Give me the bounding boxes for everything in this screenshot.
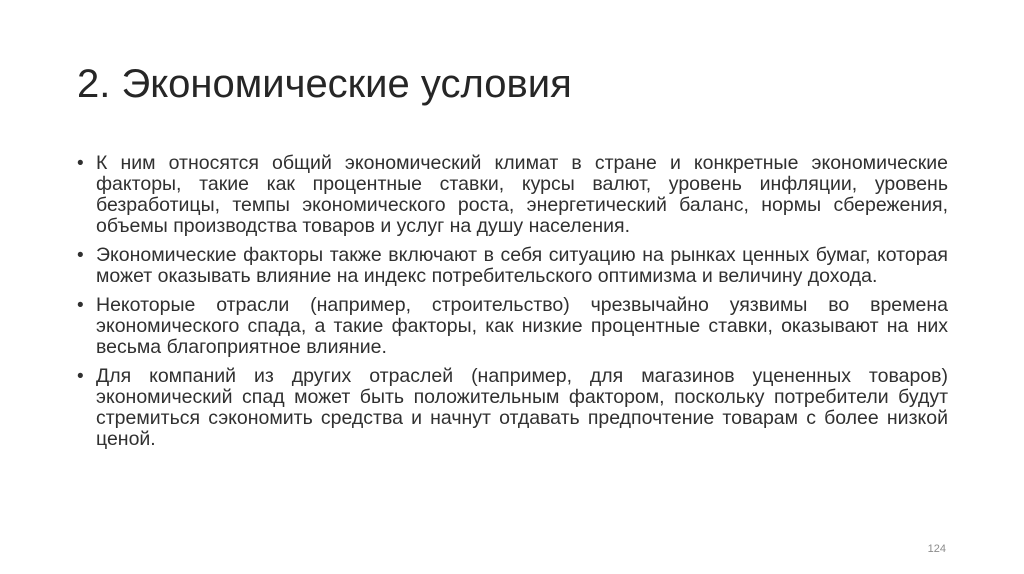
bullet-text: Некоторые отрасли (например, строительство) чрезвычайно уязвимы во времена экономического спада, а такие факторы, как низкие процентные ставки, оказывают на них весьма благоприятное влияние. [96, 294, 948, 358]
bullet-dot-icon: • [77, 295, 84, 316]
bullet-item [77, 153, 948, 237]
bullet-dot-icon: • [77, 153, 84, 174]
bullet-dot-icon: • [77, 366, 84, 387]
bullet-item [77, 366, 948, 450]
bullet-text: Для компаний из других отраслей (например, для магазинов уцененных товаров) экономический спад может быть положительным фактором, поскольку потребители будут стремиться сэкономить средства и начнут отдавать предпочтение товарам с более низкой ценой. [96, 365, 948, 450]
slide-title: 2. Экономические условия [77, 62, 572, 106]
bullet-item [77, 245, 948, 287]
page-number: 124 [927, 543, 946, 555]
bullet-text: Экономические факторы также включают в себя ситуацию на рынках ценных бумаг, которая может оказывать влияние на индекс потребительского оптимизма и величину дохода. [96, 244, 948, 287]
bullet-item [77, 295, 948, 358]
bullet-list [77, 153, 948, 458]
bullet-text: К ним относятся общий экономический климат в стране и конкретные экономические факторы, такие как процентные ставки, курсы валют, уровень инфляции, уровень безработицы, темпы экономического роста, энергетический баланс, нормы сбережения, объемы производства товаров и услуг на душу населения. [96, 152, 948, 237]
bullet-dot-icon: • [77, 245, 84, 266]
